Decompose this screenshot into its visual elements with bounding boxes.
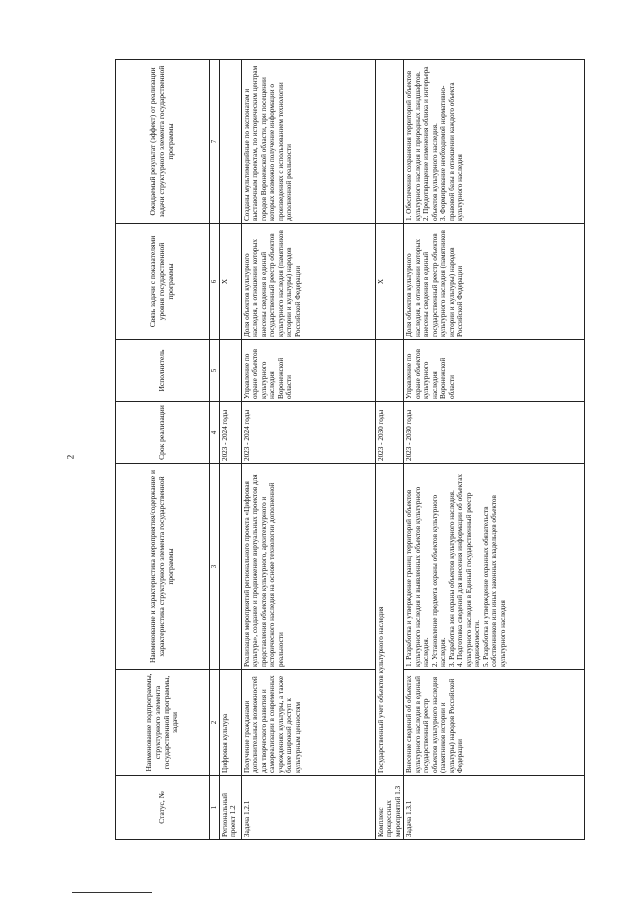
row-period: 2023 - 2030 годы: [376, 402, 404, 464]
row-link: X: [220, 224, 242, 340]
header-period: Срок реализации: [116, 402, 210, 464]
row-description: [404, 464, 585, 670]
row-name: Получение гражданами дополнительных возможностей для творческого развития и самореализации в современных учреждениях культуры, а также более широкий доступ к культурным ценностям: [242, 670, 376, 776]
header-status: Статус, №: [116, 776, 210, 840]
column-number: 1: [210, 776, 220, 840]
row-executor: Управление по охране объектов культурного наследия Воронежской области: [242, 340, 376, 402]
row-executor: [220, 340, 242, 402]
row-description: [220, 464, 242, 670]
program-table: [115, 59, 585, 840]
page-number: 2: [65, 454, 76, 460]
row-link: Доля объектов культурного наследия, в отношении которых внесены сведения в единый государственный реестр объектов культурного наследия (памятников истории и культуры) народов Российской Федерации: [404, 224, 585, 340]
result-item: 3. Формирование необходимой нормативно-правовой базы в отношении каждого объекта культурного наследия: [439, 82, 465, 221]
row-result: Созданы мультимедийные по экспонатам и выставочным проектам, по историческим центрам городов Воронежской области, при посещении которых возможно получение информации о произведениях с использованием технологии дополненной реальности: [242, 60, 376, 224]
row-period: 2023 - 2024 годы: [242, 402, 376, 464]
column-number: 4: [210, 402, 220, 464]
column-number: 6: [210, 224, 220, 340]
row-result: [376, 60, 404, 224]
header-description: Наименование и характеристика мероприятия/содержание и характеристика структурного элемента государственной программы: [116, 464, 210, 670]
header-row: [116, 60, 210, 840]
result-item: 1. Обеспечение сохранения территорий объектов культурного наследия и природных ландшафтов.: [405, 70, 422, 221]
result-item: 2. Предотвращение изменения облика и интерьера объектов культурного наследия.: [422, 66, 439, 221]
column-number: 5: [210, 340, 220, 402]
description-item: 2. Установление предмета охраны объектов культурного наследия.: [430, 494, 448, 667]
column-number: 7: [210, 60, 220, 224]
header-executor: Исполнитель: [116, 340, 210, 402]
row-description: Реализация мероприятий регионального проекта «Цифровая культура», создание и продвижение виртуальных проектов для представления объектов культурного, архитектурного и исторического наследия на основе технологии дополненной реальности: [242, 464, 376, 670]
description-item: 1. Разработка и утверждение границ территорий объектов культурного наследия и выявленных объектов культурного наследия.: [405, 486, 431, 667]
row-link: X: [376, 224, 404, 340]
table-row: [404, 60, 585, 840]
row-status: Задача 1.2.1: [242, 776, 376, 840]
row-name: Цифровая культура: [220, 670, 242, 776]
header-result: Ожидаемый результат (эффект) от реализации задачи структурного элемента государственной программы: [116, 60, 210, 224]
table-row: [376, 60, 404, 840]
row-result: [220, 60, 242, 224]
row-result: [404, 60, 585, 224]
row-executor: Управление по охране объектов культурного наследия Воронежской области: [404, 340, 585, 402]
row-status: Задача 1.3.1: [404, 776, 585, 840]
header-link: Связь задачи с показателями уровня государственной программы: [116, 224, 210, 340]
description-item: 3. Разработка зон охраны объектов культурного наследия.: [447, 490, 456, 667]
row-status: Региональный проект 1.2: [220, 776, 242, 840]
column-number: 2: [210, 670, 220, 776]
footer-divider: [72, 892, 152, 893]
column-number: 3: [210, 464, 220, 670]
row-executor: [376, 340, 404, 402]
header-name: Наименование подпрограммы, структурного элемента государственной программы, задачи: [116, 670, 210, 776]
table-row: [242, 60, 376, 840]
row-period: 2023 - 2030 годы: [404, 402, 585, 464]
row-span-text: Государственный учет объектов культурного наследия: [376, 464, 404, 776]
description-item: 4. Подготовка сведений для внесения информации об объектах культурного наследия в Единый государственный реестр недвижимости.: [456, 473, 482, 667]
table-row: [220, 60, 242, 840]
row-name: Внесение сведений об объектах культурного наследия в единый государственный реестр объектов культурного наследия (памятников истории и культуры) народов Российской Федерации: [404, 670, 585, 776]
description-item: 5. Разработка и утверждение охранных обязательств собственников или иных законных владельцев объектов культурного наследия: [481, 495, 507, 667]
row-status: Комплекс процессных мероприятий 1.3: [376, 776, 404, 840]
row-link: Доля объектов культурного наследия, в отношении которых внесены сведения в единый государственный реестр объектов культурного наследия (памятников истории и культуры) народов Российской Федерации: [242, 224, 376, 340]
column-number-row: [210, 60, 220, 840]
row-period: 2023 - 2024 годы: [220, 402, 242, 464]
rotated-table-container: [115, 60, 585, 840]
